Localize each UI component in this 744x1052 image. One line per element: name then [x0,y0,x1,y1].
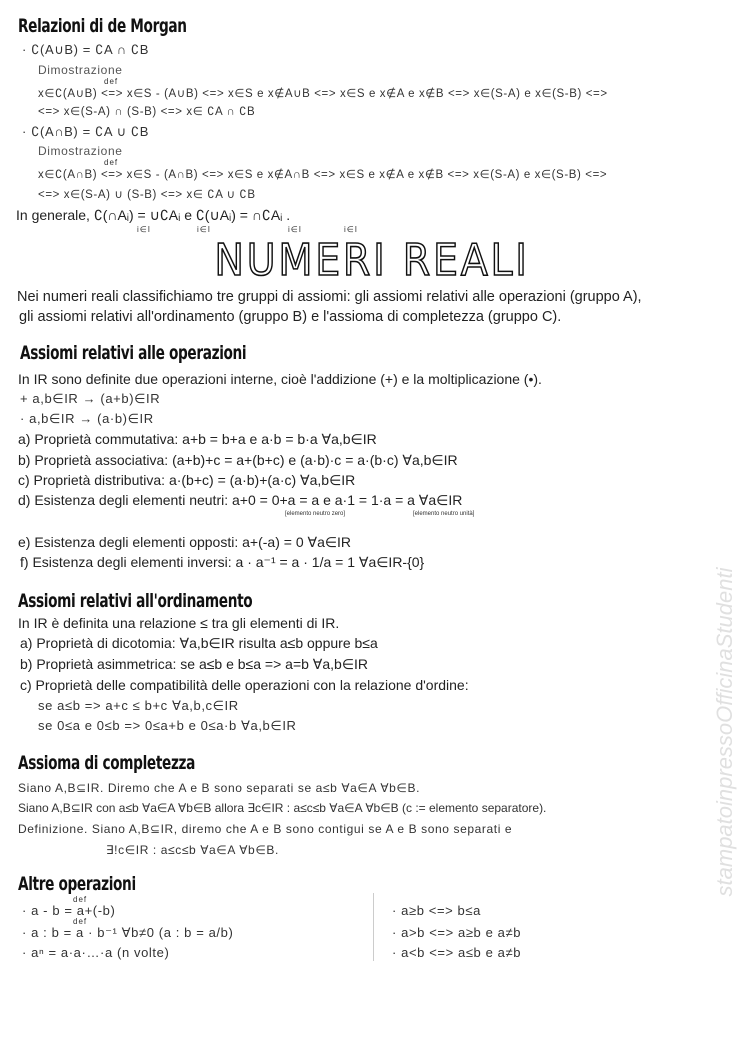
operations-line: a) Proprietà commutativa: a+b = b+a e a·b = b·a ∀a,b∈IR [18,431,377,447]
law-1: · ∁(A∪B) = ∁A ∩ ∁B [22,42,150,57]
ordering-line: se a≤b => a+c ≤ b+c ∀a,b,c∈IR [38,698,239,713]
completeness-line: Definizione. Siano A,B⊆IR, diremo che A e B sono contigui se A e B sono separati e [18,822,513,836]
def-label: def [73,895,88,904]
other-op-right: · a<b <=> a≤b e a≠b [392,945,522,960]
subscript: i∈I [197,225,211,234]
operations-line: + a,b∈IR → (a+b)∈IR [20,391,161,406]
completeness-line: Siano A,B⊆IR. Diremo che A e B sono separati se a≤b ∀a∈A ∀b∈B. [18,781,421,795]
proof-1-line-1: x∈∁(A∪B) <=> x∈S - (A∪B) <=> x∈S e x∉A∪B <=> x∈S e x∉A e x∉B <=> x∈(S-A) e x∈(S-B) <=> [38,88,608,100]
proof-label-2: Dimostrazione [38,144,123,158]
completeness-line: Siano A,B⊆IR con a≤b ∀a∈A ∀b∈B allora ∃c∈IR : a≤c≤b ∀a∈A ∀b∈B (c := elemento separatore). [18,801,547,815]
subscript: i∈I [344,225,358,234]
subscript: i∈I [137,225,151,234]
main-title: NUMERI REALI [214,235,530,286]
general-formula: In generale, ∁(∩Aᵢ) = ∪∁Aᵢ e ∁(∪Aᵢ) = ∩∁Aᵢ . [16,207,291,223]
other-op-left: · a : b = a · b⁻¹ ∀b≠0 (a : b = a/b) [22,925,234,940]
column-divider [373,893,374,961]
ordering-line: In IR è definita una relazione ≤ tra gli elementi di IR. [18,615,340,631]
other-op-right: · a>b <=> a≥b e a≠b [392,925,522,940]
intro-line: Nei numeri reali classifichiamo tre gruppi di assiomi: gli assiomi relativi alle operazioni (gruppo A), [17,289,642,305]
section-title-ordering: Assiomi relativi all'ordinamento [18,590,253,612]
section-title-other-operations: Altre operazioni [18,873,136,895]
proof-label-1: Dimostrazione [38,63,123,77]
operations-line: e) Esistenza degli elementi opposti: a+(-a) = 0 ∀a∈IR [18,534,352,550]
def-label-2: def [104,158,119,167]
proof-1-line-2: <=> x∈(S-A) ∩ (S-B) <=> x∈ ∁A ∩ ∁B [38,106,256,118]
watermark: stampatoinpressoOfficinaStudenti [712,567,737,897]
ordering-line: b) Proprietà asimmetrica: se a≤b e b≤a => a=b ∀a,b∈IR [20,656,369,672]
ordering-line: se 0≤a e 0≤b => 0≤a+b e 0≤a·b ∀a,b∈IR [38,718,297,733]
def-label-1: def [104,77,119,86]
ordering-line: c) Proprietà delle compatibilità delle operazioni con la relazione d'ordine: [20,677,469,693]
ordering-line: a) Proprietà di dicotomia: ∀a,b∈IR risulta a≤b oppure b≤a [20,635,378,651]
proof-2-line-2: <=> x∈(S-A) ∪ (S-B) <=> x∈ ∁A ∪ ∁B [38,189,256,201]
def-label: def [73,917,88,926]
law-2: · ∁(A∩B) = ∁A ∪ ∁B [22,124,150,139]
other-op-right: · a≥b <=> b≤a [392,903,481,918]
operations-line: f) Esistenza degli elementi inversi: a · a⁻¹ = a · 1/a = 1 ∀a∈IR-{0} [20,554,425,570]
operations-line: · a,b∈IR → (a·b)∈IR [20,411,154,426]
operations-line: b) Proprietà associativa: (a+b)+c = a+(b+c) e (a·b)·c = a·(b·c) ∀a,b∈IR [18,452,458,468]
note-neutral-unit: [elemento neutro unità] [413,511,475,517]
subscript: i∈I [288,225,302,234]
section-title-completeness: Assioma di completezza [18,752,196,774]
other-op-left: · aⁿ = a·a·…·a (n volte) [22,945,170,960]
operations-line: d) Esistenza degli elementi neutri: a+0 = 0+a = a e a·1 = 1·a = a ∀a∈IR [18,492,463,508]
operations-line: In IR sono definite due operazioni interne, cioè l'addizione (+) e la moltiplicazione (•). [18,371,542,387]
note-neutral-zero: [elemento neutro zero] [285,511,346,517]
section-title-operations: Assiomi relativi alle operazioni [20,342,247,364]
intro-line: gli assiomi relativi all'ordinamento (gruppo B) e l'assioma di completezza (gruppo C). [19,309,562,325]
other-op-left: · a - b = a+(-b) [22,903,116,918]
completeness-line: ∃!c∈IR : a≤c≤b ∀a∈A ∀b∈B. [106,843,279,857]
operations-line: c) Proprietà distributiva: a·(b+c) = (a·b)+(a·c) ∀a,b∈IR [18,472,356,488]
proof-2-line-1: x∈∁(A∩B) <=> x∈S - (A∩B) <=> x∈S e x∉A∩B <=> x∈S e x∉A e x∉B <=> x∈(S-A) e x∈(S-B) <=> [38,169,608,181]
section-title-de-morgan: Relazioni di de Morgan [18,15,187,37]
